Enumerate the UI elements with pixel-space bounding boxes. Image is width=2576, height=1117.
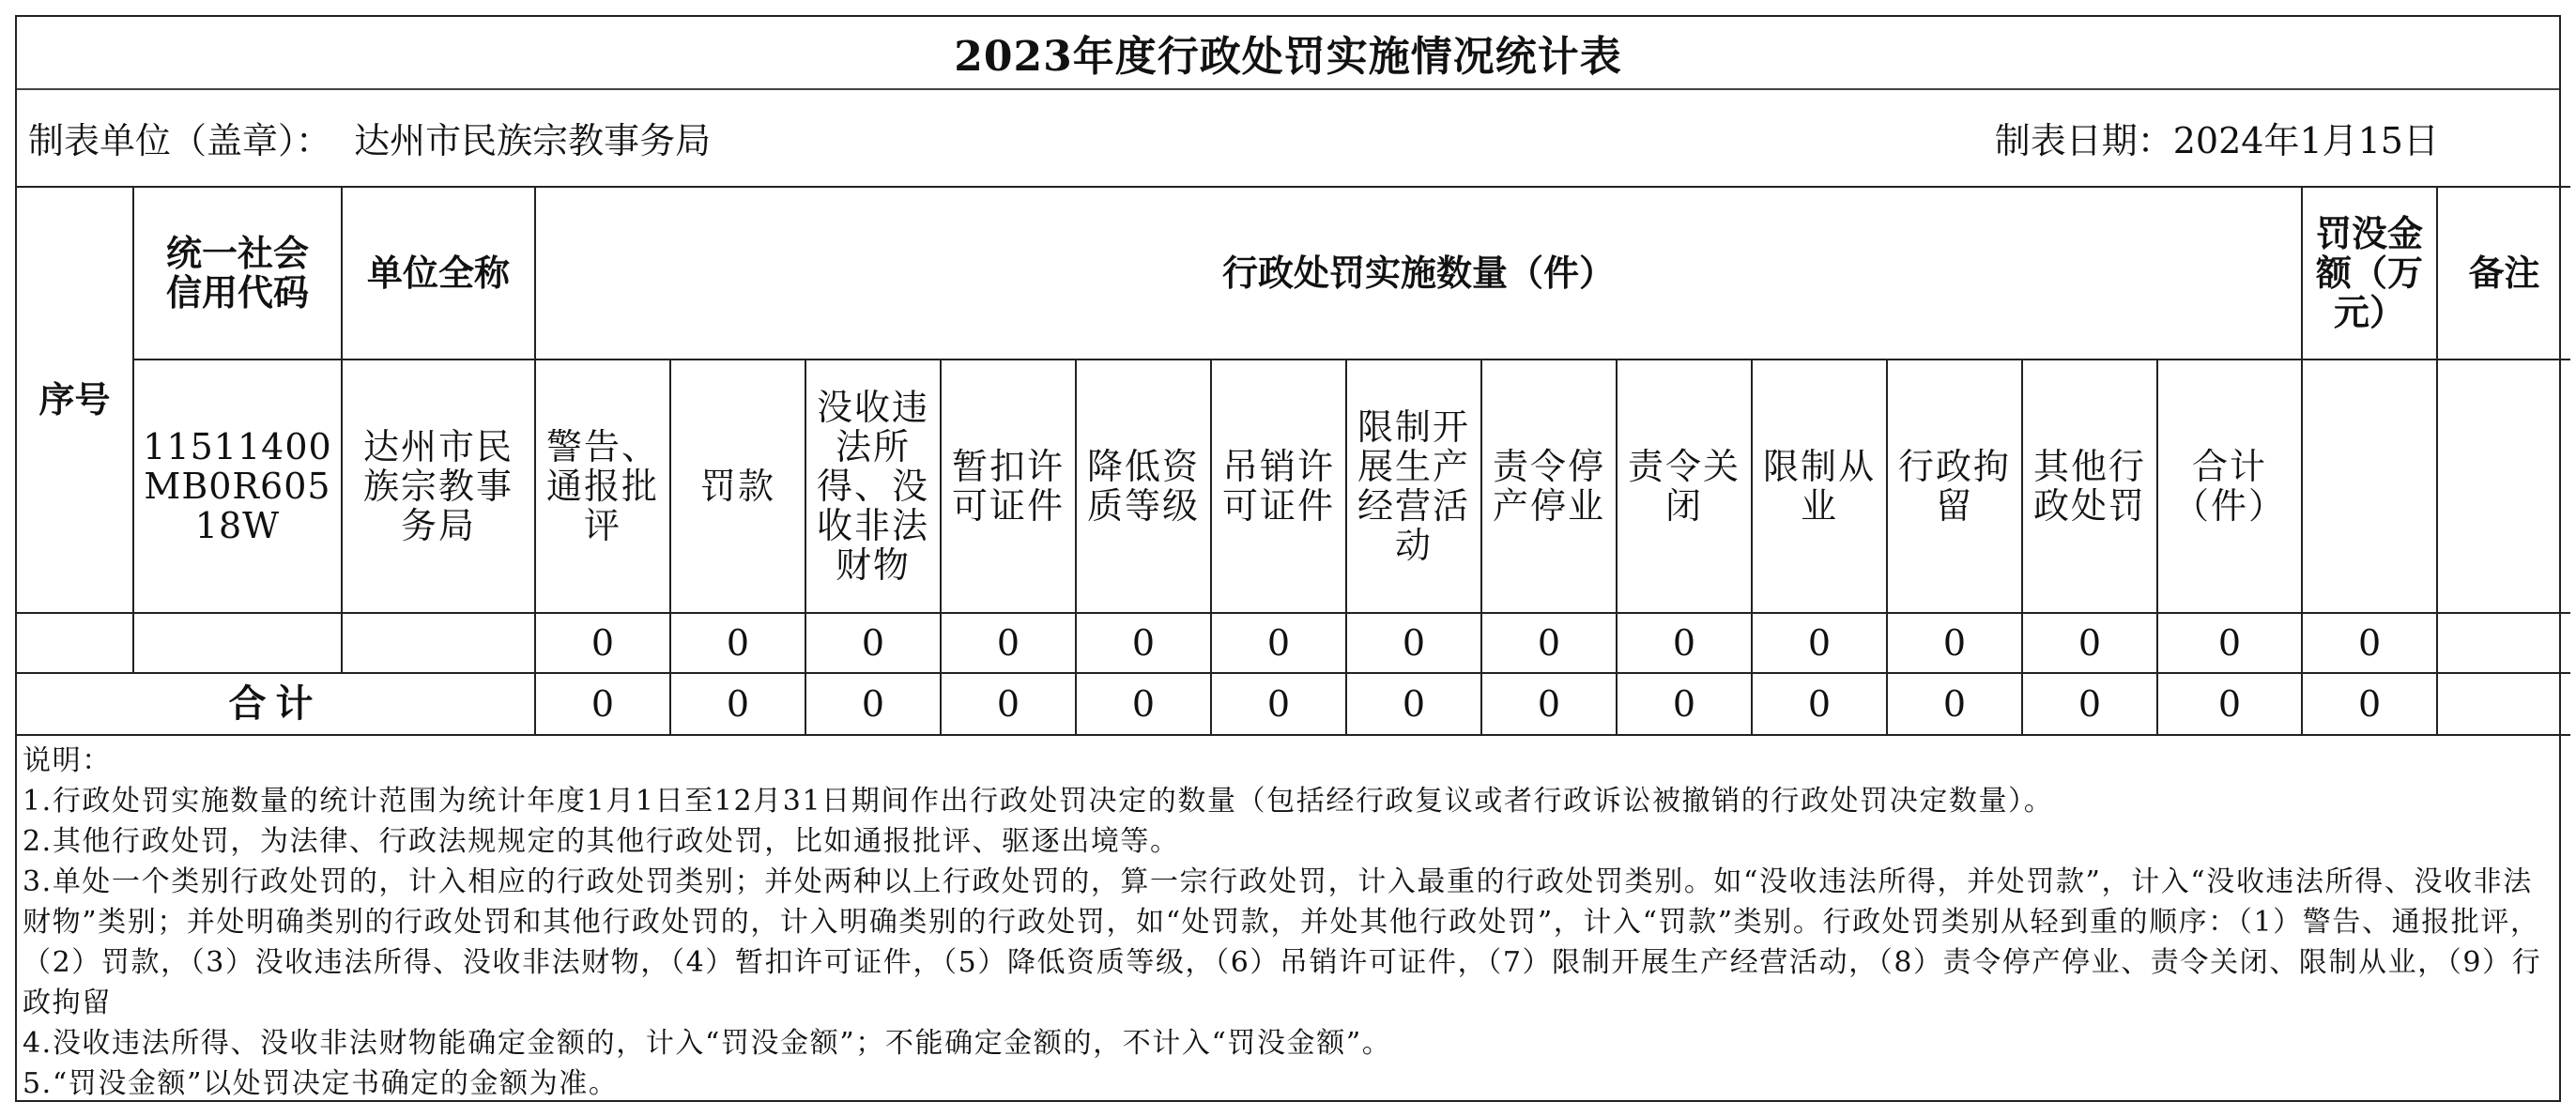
- value-cell: 0: [1076, 613, 1211, 673]
- total-cell: 0: [2022, 673, 2157, 735]
- value-cell: 0: [1211, 613, 1346, 673]
- value-cell: 0: [805, 613, 941, 673]
- subheader-cell: 责令关闭: [1617, 360, 1752, 613]
- subheader-cell: 合计（件）: [2157, 360, 2302, 613]
- unit-label: 制表单位（盖章）：: [28, 119, 332, 161]
- value-cell: 0: [1617, 613, 1752, 673]
- total-label: 合计: [17, 673, 535, 735]
- header-fine-amount: 罚没金额（万元）: [2302, 187, 2437, 360]
- remarks-blank: [2437, 360, 2570, 613]
- header-remarks: 备注: [2437, 187, 2570, 360]
- values-blank: [2437, 613, 2570, 673]
- note-item: 2.其他行政处罚，为法律、行政法规规定的其他行政处罚，比如通报批评、驱逐出境等。: [23, 825, 1180, 858]
- value-cell: 0: [2157, 613, 2302, 673]
- total-cell: 0: [2302, 673, 2437, 735]
- note-item: 4.没收违法所得、没收非法财物能确定金额的，计入“罚没金额”；不能确定金额的，不计入“罚没金额”。: [23, 1027, 1392, 1060]
- date-value: 2024年1月15日: [2172, 119, 2439, 161]
- total-cell: 0: [535, 673, 670, 735]
- total-cell: 0: [941, 673, 1076, 735]
- value-cell: 0: [1887, 613, 2022, 673]
- header-unit-name: 单位全称: [342, 187, 535, 360]
- total-cell: 0: [1481, 673, 1617, 735]
- unit-value: 达州市民族宗教事务局: [354, 119, 712, 161]
- subheader-cell: 限制从业: [1752, 360, 1887, 613]
- subheader-cell: 其他行政处罚: [2022, 360, 2157, 613]
- total-cell: 0: [1887, 673, 2022, 735]
- value-cell: 0: [1346, 613, 1481, 673]
- value-cell: 0: [2302, 613, 2437, 673]
- header-credit-code: 统一社会信用代码: [133, 187, 342, 360]
- values-row: [17, 613, 2570, 673]
- values-blank: [17, 613, 133, 673]
- header-row: [17, 187, 2570, 360]
- compiling-date: [1995, 112, 2439, 163]
- subheader-row: [17, 360, 2570, 613]
- values-blank: [133, 613, 342, 673]
- notes-section: [23, 741, 2548, 1104]
- subheader-cell: 责令停产停业: [1481, 360, 1617, 613]
- note-item: 5.“罚没金额”以处罚决定书确定的金额为准。: [23, 1067, 619, 1100]
- value-cell: 0: [1481, 613, 1617, 673]
- subheader-cell: 行政拘留: [1887, 360, 2022, 613]
- value-cell: 0: [941, 613, 1076, 673]
- subheader-cell: 暂扣许可证件: [941, 360, 1076, 613]
- value-cell: 0: [1752, 613, 1887, 673]
- subheader-cell: 警告、通报批评: [535, 360, 670, 613]
- subheader-cell: 吊销许可证件: [1211, 360, 1346, 613]
- meta-row: [17, 88, 2559, 186]
- fine-amount-blank: [2302, 360, 2437, 613]
- subheader-cell: 罚款: [670, 360, 805, 613]
- compiling-unit: [28, 112, 711, 163]
- total-cell: 0: [1076, 673, 1211, 735]
- sheet-title: 2023年度行政处罚实施情况统计表: [17, 17, 2559, 90]
- total-cell: 0: [1346, 673, 1481, 735]
- row1-unit-name: 达州市民族宗教事务局: [342, 360, 535, 613]
- date-label: 制表日期：: [1994, 119, 2173, 161]
- header-count-group: 行政处罚实施数量（件）: [535, 187, 2302, 360]
- values-blank: [342, 613, 535, 673]
- total-cell: 0: [670, 673, 805, 735]
- subheader-cell: 限制开展生产经营活动: [1346, 360, 1481, 613]
- row1-credit-code: 11511400MB0R60518W: [133, 360, 342, 613]
- total-blank: [2437, 673, 2570, 735]
- value-cell: 0: [670, 613, 805, 673]
- statistics-sheet: [15, 15, 2561, 1102]
- total-cell: 0: [1617, 673, 1752, 735]
- total-cell: 0: [805, 673, 941, 735]
- total-cell: 0: [1752, 673, 1887, 735]
- penalty-table: [17, 186, 2570, 736]
- value-cell: 0: [2022, 613, 2157, 673]
- note-item: 3.单处一个类别行政处罚的，计入相应的行政处罚类别；并处两种以上行政处罚的，算一宗行政处罚，计入最重的行政处罚类别。如“没收违法所得，并处罚款”，计入“没收违法所得、没收非法财物”类别；并处明确类别的行政处罚和其他行政处罚的，计入明确类别的行政处罚，如“处罚款，并处其他行政处罚”，计入“罚款”类别。行政处罚类别从轻到重的顺序：（1）警告、通报批评，（2）罚款，（3）没收违法所得、没收非法财物，（4）暂扣许可证件，（5）降低资质等级，（6）吊销许可证件，（7）限制开展生产经营活动，（8）责令停产停业、责令关闭、限制从业，（9）行政拘留: [23, 865, 2542, 1019]
- total-cell: 0: [1211, 673, 1346, 735]
- subheader-cell: 降低资质等级: [1076, 360, 1211, 613]
- header-seq: 序号: [17, 187, 133, 613]
- note-item: 1.行政处罚实施数量的统计范围为统计年度1月1日至12月31日期间作出行政处罚决定的数量（包括经行政复议或者行政诉讼被撤销的行政处罚决定数量）。: [23, 785, 2054, 818]
- value-cell: 0: [535, 613, 670, 673]
- total-row: [17, 673, 2570, 735]
- notes-heading: 说明：: [23, 744, 112, 777]
- total-cell: 0: [2157, 673, 2302, 735]
- subheader-cell: 没收违法所得、没收非法财物: [805, 360, 941, 613]
